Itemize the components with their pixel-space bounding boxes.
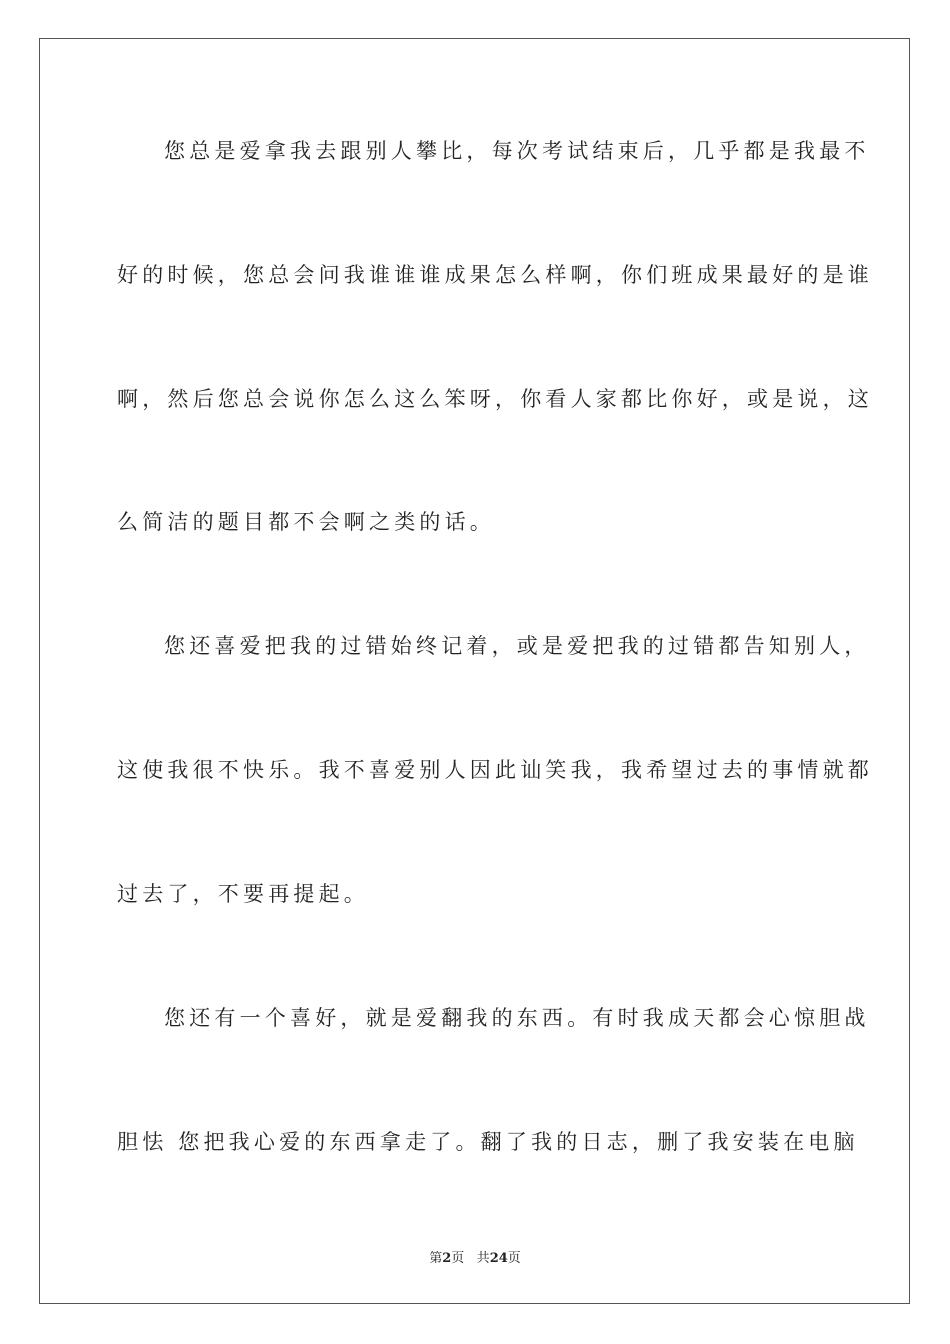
paragraph-1-line-3: 啊，然后您总会说你怎么这么笨呀，你看人家都比你好，或是说，这 xyxy=(117,387,873,411)
paragraph-1-line-2: 好的时候，您总会问我谁谁谁成果怎么样啊，你们班成果最好的是谁 xyxy=(117,263,873,287)
paragraph-2-line-1: 您还喜爱把我的过错始终记着，或是爱把我的过错都告知别人， xyxy=(164,634,870,658)
paragraph-1-line-1: 您总是爱拿我去跟别人攀比，每次考试结束后，几乎都是我最不 xyxy=(164,139,870,163)
paragraph-3-line-1: 您还有一个喜好，就是爱翻我的东西。有时我成天都会心惊胆战 xyxy=(164,1006,870,1030)
footer-total-pages: 24 xyxy=(489,1251,508,1266)
paragraph-2-line-2: 这使我很不快乐。我不喜爱别人因此讪笑我，我希望过去的事情就都 xyxy=(117,758,873,782)
footer-total-suffix: 页 xyxy=(507,1251,521,1266)
paragraph-3-line-2: 胆怯 您把我心爱的东西拿走了。翻了我的日志，删了我安装在电脑 xyxy=(117,1130,859,1154)
footer-page-suffix: 页 xyxy=(451,1251,465,1266)
page-footer xyxy=(0,1247,950,1266)
page-border xyxy=(39,38,910,1304)
paragraph-1-line-4: 么简洁的题目都不会啊之类的话。 xyxy=(117,510,495,534)
footer-page-number: 2 xyxy=(442,1251,452,1266)
footer-page-prefix: 第 xyxy=(429,1251,443,1266)
paragraph-2-line-3: 过去了，不要再提起。 xyxy=(117,882,369,906)
footer-total-prefix: 共 xyxy=(476,1251,490,1266)
